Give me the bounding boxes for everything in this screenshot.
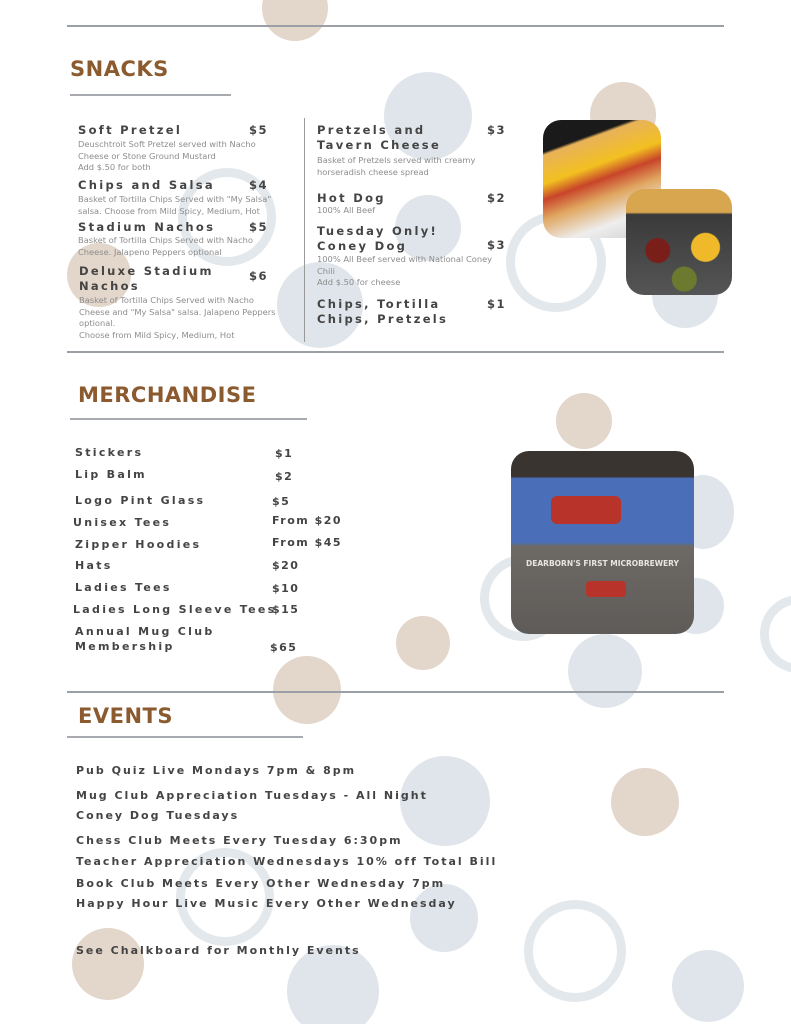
merch-item-name: Zipper Hoodies bbox=[75, 538, 202, 551]
shirt-logo bbox=[586, 581, 626, 597]
heading-underline bbox=[70, 418, 307, 420]
events-footer: See Chalkboard for Monthly Events bbox=[76, 944, 361, 957]
merch-item-name: Ladies Long Sleeve Tees bbox=[73, 603, 277, 616]
merch-item-price: $2 bbox=[275, 470, 294, 483]
merch-item-price: $10 bbox=[272, 582, 300, 595]
snack-desc: Basket of Tortilla Chips Served with Nacho Cheese and "My Salsa" salsa. Jalapeno Peppers optional. Choose from Mild Spicy, Medium, Hot bbox=[79, 295, 276, 340]
merch-item-price: $1 bbox=[275, 447, 294, 460]
shirt-text: DEARBORN'S FIRST MICROBREWERY bbox=[526, 559, 679, 568]
event-item: Chess Club Meets Every Tuesday 6:30pm bbox=[76, 834, 403, 847]
divider bbox=[67, 691, 724, 693]
divider bbox=[67, 351, 724, 353]
decor-circle bbox=[556, 393, 612, 449]
snack-price: $2 bbox=[487, 191, 507, 205]
merch-item-price: From $45 bbox=[272, 536, 343, 549]
snack-price: $5 bbox=[249, 220, 269, 234]
snack-price: $4 bbox=[249, 178, 269, 192]
event-item: Coney Dog Tuesdays bbox=[76, 809, 240, 822]
decor-circle bbox=[273, 656, 341, 724]
decor-circle bbox=[396, 616, 450, 670]
event-item: Mug Club Appreciation Tuesdays - All Night bbox=[76, 789, 428, 802]
event-item: Book Club Meets Every Other Wednesday 7pm bbox=[76, 877, 446, 890]
event-item: Pub Quiz Live Mondays 7pm & 8pm bbox=[76, 764, 357, 777]
snack-price: $6 bbox=[249, 269, 269, 283]
snack-desc: Basket of Pretzels served with creamy horseradish cheese spread bbox=[317, 155, 476, 177]
event-item: Happy Hour Live Music Every Other Wednesday bbox=[76, 897, 457, 910]
snacks-heading: SNACKS bbox=[70, 57, 169, 81]
heading-underline bbox=[67, 736, 303, 738]
snack-desc: 100% All Beef bbox=[317, 205, 376, 215]
merch-item-price: $15 bbox=[272, 603, 300, 616]
merch-item-name: Lip Balm bbox=[75, 468, 147, 481]
merch-item-price: From $20 bbox=[272, 514, 343, 527]
decor-ring bbox=[760, 595, 791, 673]
snack-price: $5 bbox=[249, 123, 269, 137]
event-item: Teacher Appreciation Wednesdays 10% off Total Bill bbox=[76, 855, 498, 868]
merch-item-price: $5 bbox=[272, 495, 291, 508]
column-divider bbox=[304, 118, 305, 342]
merch-heading: MERCHANDISE bbox=[78, 383, 257, 407]
merch-item-price: $65 bbox=[270, 641, 298, 654]
decor-circle bbox=[672, 950, 744, 1022]
snack-price: $3 bbox=[487, 123, 507, 137]
decor-circle bbox=[410, 884, 478, 952]
merch-item-name: Hats bbox=[75, 559, 113, 572]
merch-item-price: $20 bbox=[272, 559, 300, 572]
snack-desc: 100% All Beef served with National Coney Chili Add $.50 for cheese bbox=[317, 254, 493, 287]
events-heading: EVENTS bbox=[78, 704, 173, 728]
truck-logo bbox=[551, 496, 621, 524]
snack-name: Chips, Tortilla Chips, Pretzels bbox=[317, 297, 449, 326]
snack-price: $3 bbox=[487, 238, 507, 252]
merch-item-name: Logo Pint Glass bbox=[75, 494, 206, 507]
decor-circle bbox=[72, 928, 144, 1000]
decor-ring bbox=[524, 900, 626, 1002]
merch-item-name: Annual Mug Club Membership bbox=[75, 625, 215, 653]
snack-name: Chips and Salsa bbox=[78, 178, 215, 192]
decor-circle bbox=[611, 768, 679, 836]
snack-name: Deluxe Stadium Nachos bbox=[79, 264, 214, 293]
snack-desc: Basket of Tortilla Chips Served with "My Salsa" salsa. Choose from Mild Spicy, Medium, Hot bbox=[78, 194, 272, 216]
snack-name: Tuesday Only! Coney Dog bbox=[317, 224, 439, 253]
snack-name: Stadium Nachos bbox=[78, 220, 216, 234]
decor-circle bbox=[568, 634, 642, 708]
merch-item-name: Stickers bbox=[75, 446, 144, 459]
merchandise-photo bbox=[511, 451, 694, 634]
merch-item-name: Ladies Tees bbox=[75, 581, 172, 594]
merch-item-name: Unisex Tees bbox=[73, 516, 172, 529]
snack-name: Hot Dog bbox=[317, 191, 386, 205]
chips-salsa-photo bbox=[626, 189, 732, 295]
snack-desc: Basket of Tortilla Chips Served with Nacho Cheese. Jalapeno Peppers optional bbox=[78, 235, 253, 257]
snack-price: $1 bbox=[487, 297, 507, 311]
snack-name: Pretzels and Tavern Cheese bbox=[317, 123, 442, 152]
divider bbox=[67, 25, 724, 27]
heading-underline bbox=[70, 94, 231, 96]
snack-name: Soft Pretzel bbox=[78, 123, 183, 137]
snack-desc: Deuschtroit Soft Pretzel served with Nacho Cheese or Stone Ground Mustard Add $.50 for both bbox=[78, 139, 256, 172]
decor-circle bbox=[262, 0, 328, 41]
